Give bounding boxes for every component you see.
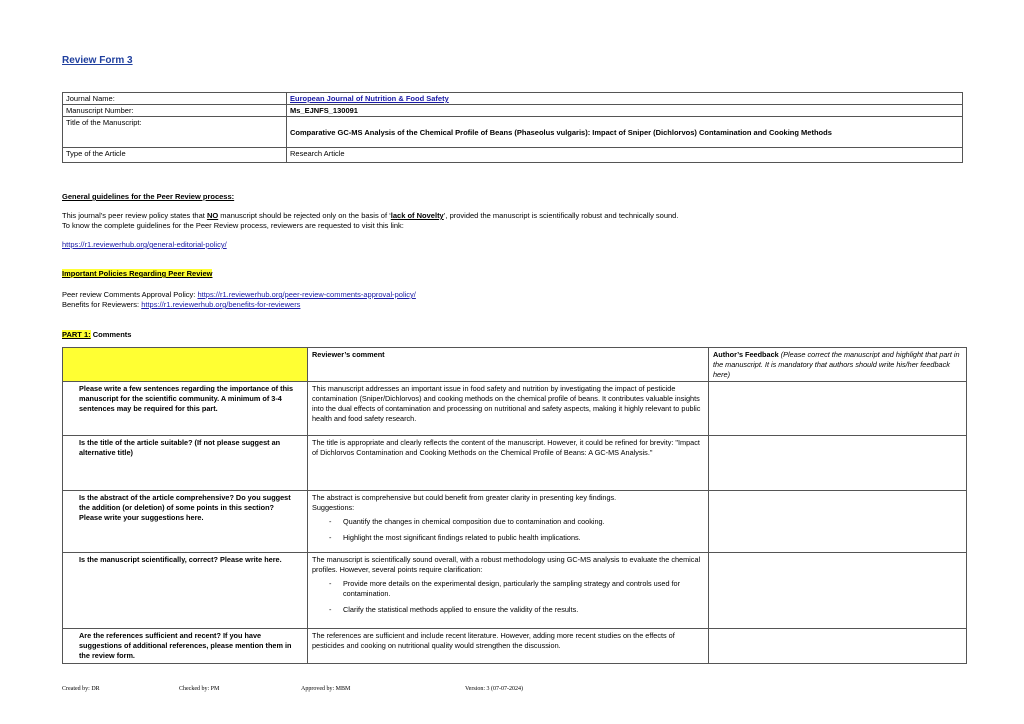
journal-label: Journal Name: [63, 93, 287, 105]
title-label: Title of the Manuscript: [63, 117, 287, 148]
feedback-abstract[interactable] [709, 491, 967, 553]
feedback-references[interactable] [709, 629, 967, 663]
feedback-importance[interactable] [709, 382, 967, 436]
footer-version: Version: 3 (07-07-2024) [465, 686, 523, 692]
journal-row [63, 93, 963, 105]
type-value: Research Article [287, 148, 963, 163]
form-title: Review Form 3 [62, 55, 133, 66]
comment-scientific: The manuscript is scientifically sound overall, with a robust methodology using GC-MS analysis to evaluate the chemical profiles. However, several points require clarification: - Provide more details on the experimental design, particularly the sampling strategy and controls used for contamination. - Clarify the statistical methods applied to ensure the validity of the results. [308, 553, 709, 629]
list-item: - Highlight the most significant findings related to public health implications. [312, 533, 704, 543]
type-label: Type of the Article [63, 148, 287, 163]
review-table-header [63, 348, 967, 382]
footer-checked: Checked by: PM [179, 686, 220, 692]
guidelines-line2: To know the complete guidelines for the Peer Review process, reviewers are requested to visit this link: [62, 221, 404, 230]
list-item: - Provide more details on the experimental design, particularly the sampling strategy and controls used for contamination. [312, 579, 704, 599]
feedback-scientific[interactable] [709, 553, 967, 629]
table-row [63, 436, 967, 491]
manuscript-info-table [62, 92, 963, 163]
guidelines-line1: This journal’s peer review policy states that NO manuscript should be rejected only on the basis of ‘lack of Novelty’, provided the manuscript is scientifically robust and technically sound. [62, 211, 679, 220]
question-references: Are the references sufficient and recent? If you have suggestions of additional references, please mention them in the review form. [63, 629, 308, 663]
question-importance: Please write a few sentences regarding the importance of this manuscript for the scientific community. A minimum of 3-4 sentences may be required for this part. [63, 382, 308, 436]
approval-policy-label: Peer review Comments Approval Policy: [62, 290, 198, 299]
scientific-suggestions [312, 579, 704, 614]
guidelines-heading: General guidelines for the Peer Review process: [62, 192, 235, 201]
title-row [63, 117, 963, 148]
table-row [63, 382, 967, 436]
reviewer-comment-header: Reviewer’s comment [308, 348, 709, 382]
comment-references: The references are sufficient and include recent literature. However, adding more recent studies on the effects of pesticides and cooking on nutritional quality would strengthen the discussion. [308, 629, 709, 663]
lack-of-novelty-emphasis: lack of Novelty [390, 211, 444, 220]
manuscript-number-value: Ms_EJNFS_130091 [287, 105, 963, 117]
footer-approved: Approved by: MBM [301, 686, 351, 692]
benefits-link[interactable]: https://r1.reviewerhub.org/benefits-for-reviewers [141, 300, 301, 309]
review-comments-table [62, 347, 967, 664]
manuscript-number-label: Manuscript Number: [63, 105, 287, 117]
part-label: PART 1: [62, 330, 91, 339]
question-title: Is the title of the article suitable? (If not please suggest an alternative title) [63, 436, 308, 491]
question-scientific: Is the manuscript scientifically, correct? Please write here. [63, 553, 308, 629]
policies-lines [62, 290, 416, 310]
approval-policy-link[interactable]: https://r1.reviewerhub.org/peer-review-comments-approval-policy/ [197, 290, 416, 299]
part-title: Comments [90, 330, 132, 339]
question-abstract: Is the abstract of the article comprehensive? Do you suggest the addition (or deletion) of some points in this section? Please write your suggestions here. [63, 491, 308, 553]
benefits-label: Benefits for Reviewers: [62, 300, 142, 309]
comment-importance: This manuscript addresses an important issue in food safety and nutrition by investigating the impact of pesticide contamination (Sniper/Dichlorvos) and cooking methods on the chemical profile of beans. It contributes valuable insights into the dual effects of contamination and processing on nutritional and safety aspects, making it highly relevant to public health and food safety research. [308, 382, 709, 436]
abstract-suggestions [312, 517, 704, 543]
list-item: - Quantify the changes in chemical composition due to contamination and cooking. [312, 517, 704, 527]
table-row [63, 491, 967, 553]
journal-link[interactable]: European Journal of Nutrition & Food Safety [290, 94, 449, 103]
no-emphasis: NO [206, 211, 219, 220]
table-row [63, 629, 967, 663]
table-row [63, 553, 967, 629]
manuscript-number-row [63, 105, 963, 117]
header-question-cell [63, 348, 308, 382]
list-item: - Clarify the statistical methods applied to ensure the validity of the results. [312, 605, 704, 615]
comment-title: The title is appropriate and clearly reflects the content of the manuscript. However, it could be refined for brevity: "Impact of Dichlorvos Contamination and Cooking Methods on the Chemical Profile of Beans: A GC-MS Analysis." [308, 436, 709, 491]
type-row [63, 148, 963, 163]
comment-abstract: The abstract is comprehensive but could benefit from greater clarity in presenting key findings. Suggestions: - Quantify the changes in chemical composition due to contamination and cooking. - Highlight the most significant findings related to public health implications. [308, 491, 709, 553]
footer-created: Created by: DR [62, 686, 100, 692]
guidelines-text [62, 211, 678, 231]
title-value: Comparative GC-MS Analysis of the Chemical Profile of Beans (Phaseolus vulgaris): Impact of Sniper (Dichlorvos) Contamination and Cooking Methods [287, 117, 963, 148]
part-heading [62, 330, 131, 339]
author-feedback-header: Author’s Feedback (Please correct the manuscript and highlight that part in the manuscript. It is mandatory that authors should write his/her feedback here) [709, 348, 967, 382]
feedback-title[interactable] [709, 436, 967, 491]
editorial-policy-link[interactable]: https://r1.reviewerhub.org/general-editorial-policy/ [62, 240, 227, 249]
policies-heading: Important Policies Regarding Peer Review [62, 269, 213, 278]
